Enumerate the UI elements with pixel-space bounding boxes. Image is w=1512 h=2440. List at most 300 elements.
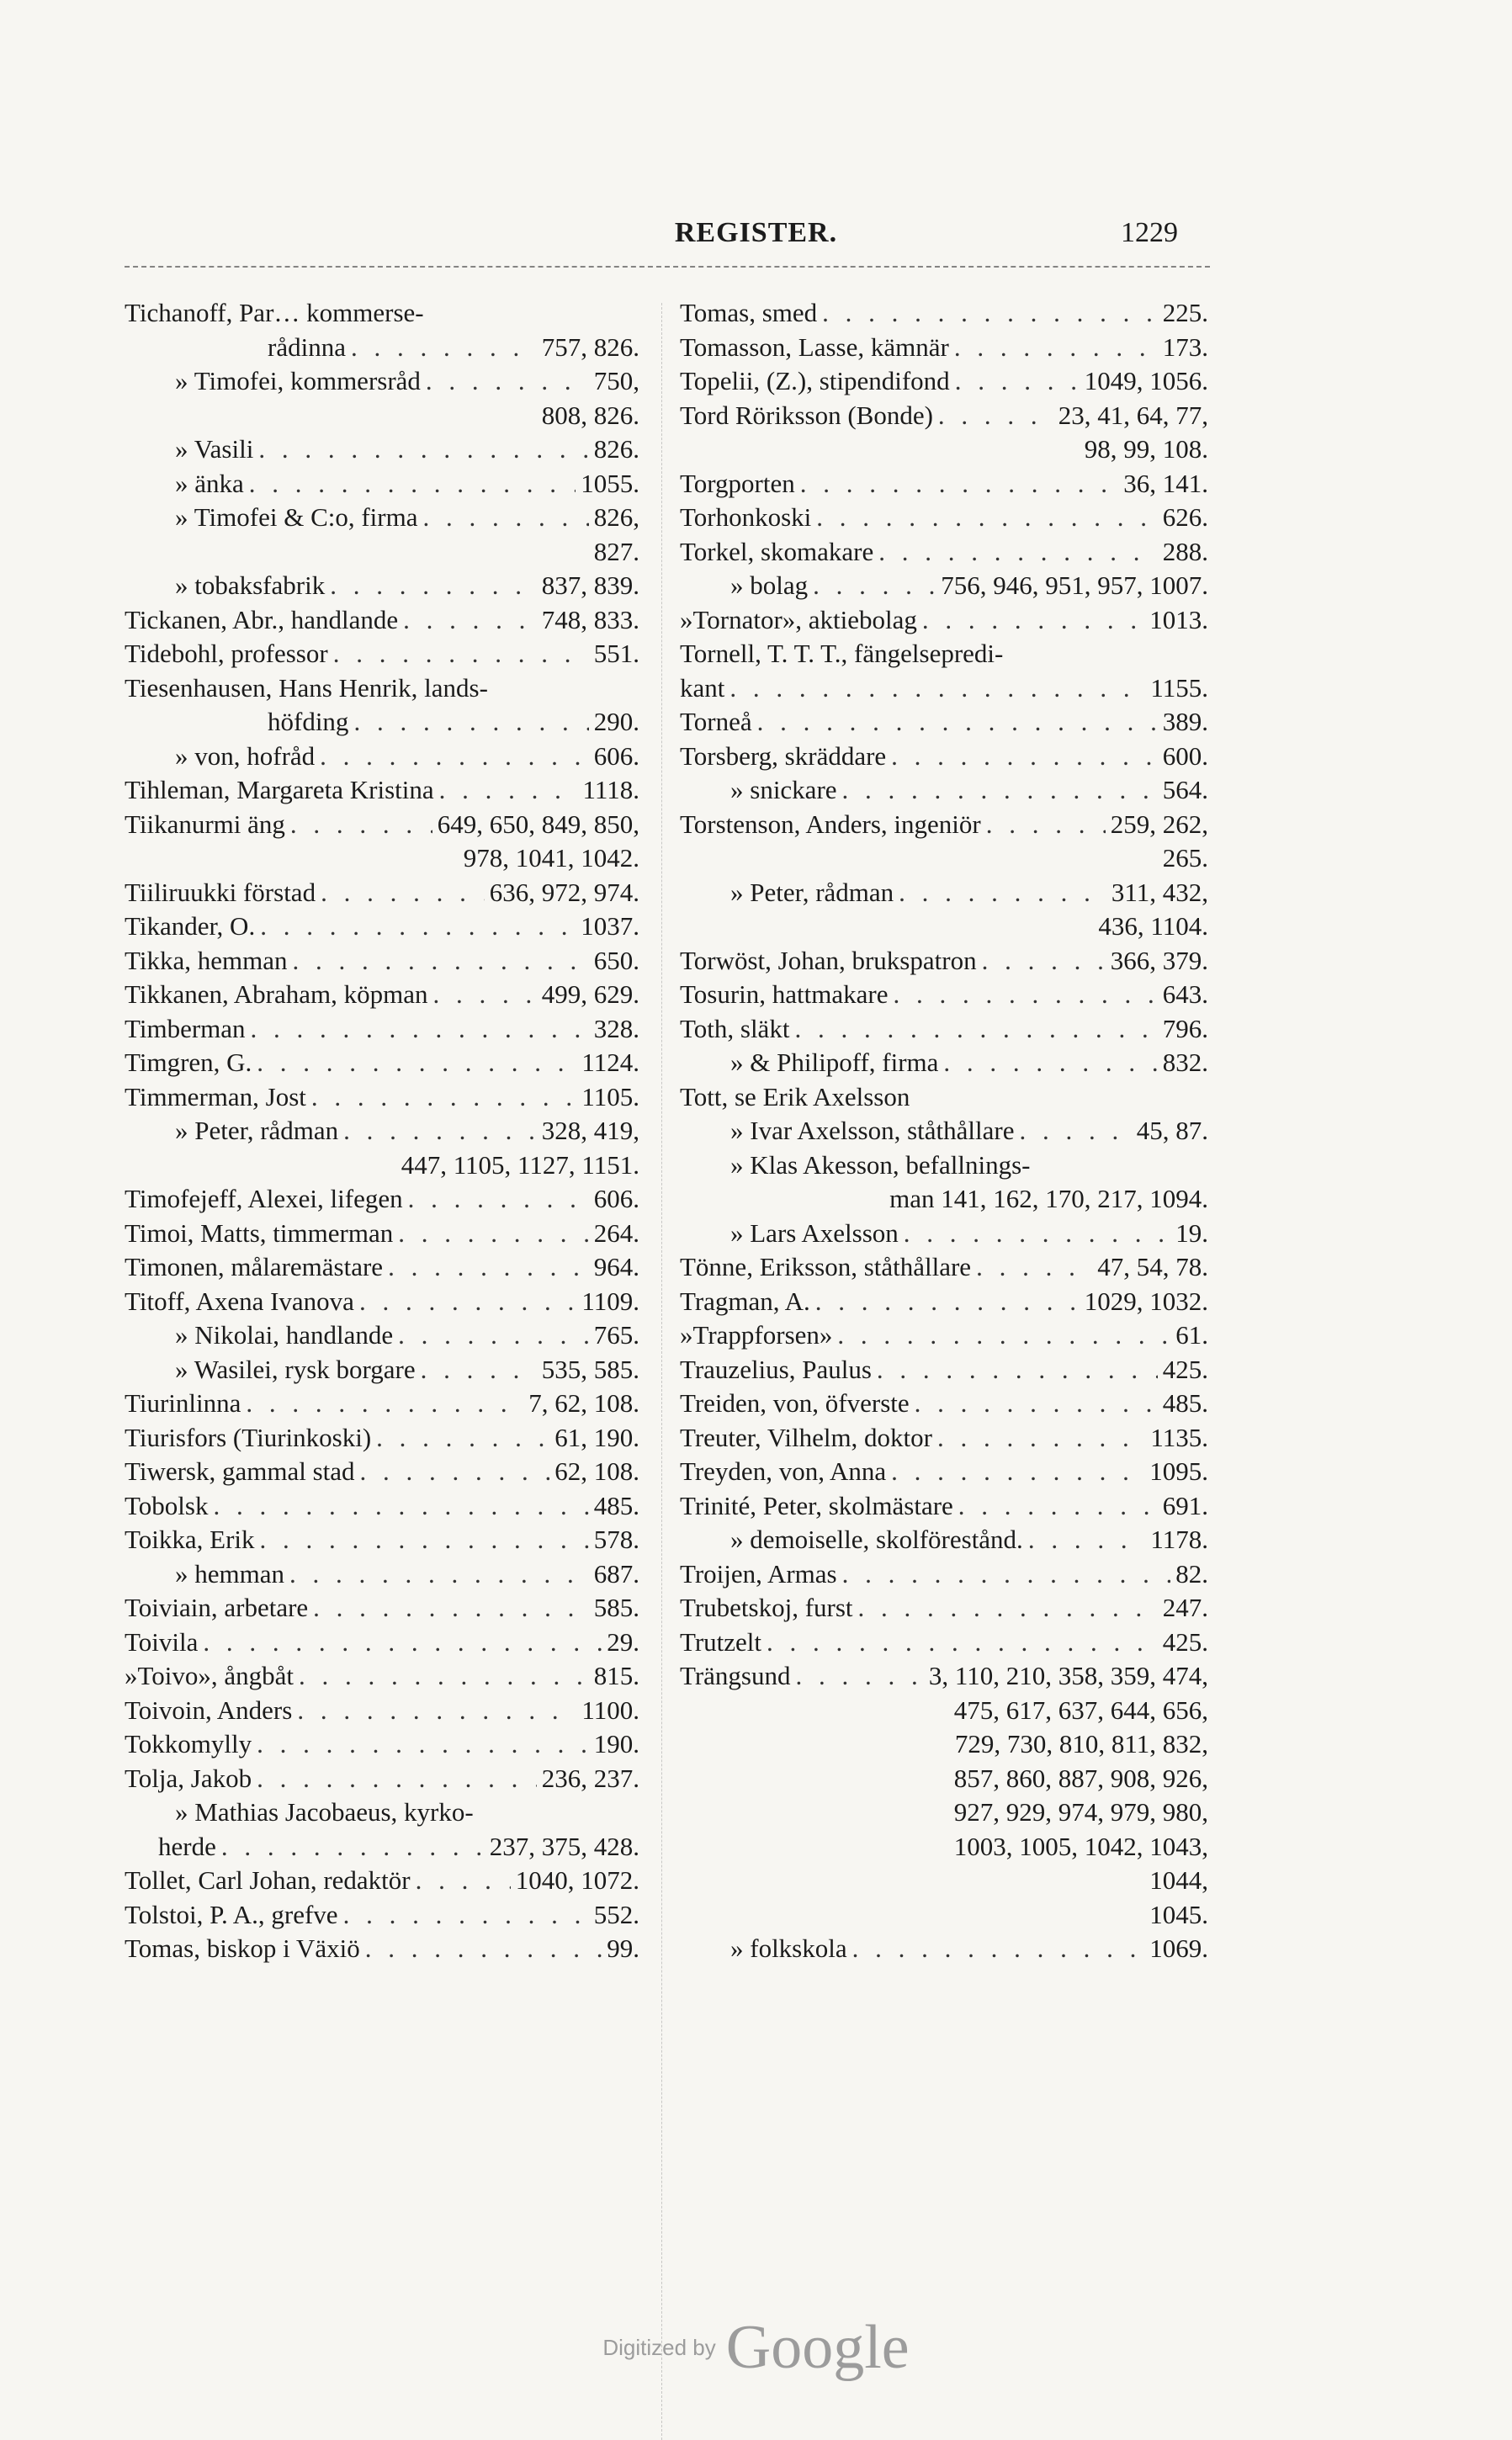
entry-pages: 1155.	[1150, 672, 1208, 703]
entry-label: Tiiliruukki förstad	[125, 877, 316, 907]
dot-leader	[986, 808, 1106, 842]
left-column	[125, 296, 639, 1966]
entry-pages: 691.	[1162, 1490, 1208, 1520]
entry-pages: 247.	[1162, 1593, 1208, 1622]
entry-label: Tiurisfors (Tiurinkoski)	[125, 1422, 372, 1452]
entry-pages: 552.	[593, 1899, 639, 1929]
page-title: REGISTER.	[674, 217, 838, 248]
entry-pages: 1029, 1032.	[1084, 1286, 1208, 1316]
entry-label: » Timofei & C:o, firma	[175, 502, 418, 532]
dot-leader	[360, 1455, 550, 1489]
dot-leader	[313, 1591, 589, 1626]
dot-leader	[365, 1932, 602, 1966]
index-entry	[125, 1285, 639, 1319]
entry-pages: 29.	[607, 1626, 639, 1657]
dot-leader	[292, 944, 588, 979]
entry-pages: 808, 826.	[541, 400, 639, 430]
dot-leader	[842, 1557, 1171, 1592]
dot-leader	[1028, 1523, 1146, 1557]
dot-leader	[359, 1285, 576, 1319]
entry-pages: 3, 110, 210, 358, 359, 474,	[928, 1661, 1208, 1690]
dot-leader	[439, 773, 578, 808]
index-entry	[680, 705, 1208, 740]
index-entry	[125, 1387, 639, 1421]
index-entry	[125, 1659, 639, 1694]
entry-label: »Toivo», ångbåt	[125, 1661, 294, 1690]
entry-label: » & Philipoff, firma	[730, 1048, 939, 1077]
index-entry	[125, 1932, 639, 1966]
entry-label: Topelii, (Z.), stipendifond	[680, 366, 950, 395]
dot-leader	[943, 1046, 1157, 1080]
entry-pages: 826,	[593, 502, 639, 532]
entry-pages: 964.	[593, 1252, 639, 1281]
entry-pages: 600.	[1162, 740, 1208, 771]
index-entry	[125, 1455, 639, 1489]
dot-leader	[813, 569, 936, 603]
index-entry	[125, 364, 639, 399]
index-entry	[680, 501, 1208, 535]
entry-pages: 1049, 1056.	[1084, 366, 1208, 395]
dot-leader	[858, 1591, 1158, 1626]
dot-leader	[388, 1250, 589, 1285]
entry-pages: 288.	[1162, 536, 1208, 566]
dot-leader	[904, 1217, 1170, 1251]
entry-label: Trängsund	[680, 1661, 791, 1690]
entry-label: Treuter, Vilhelm, doktor	[680, 1422, 932, 1452]
entry-label: Trinité, Peter, skolmästare	[680, 1490, 953, 1520]
index-entry	[125, 1421, 639, 1456]
index-entry	[125, 876, 639, 910]
index-entry	[680, 1148, 1208, 1183]
index-entry	[680, 1012, 1208, 1047]
entry-pages: 837, 839.	[541, 570, 639, 600]
entry-label: Tornell, T. T. T., fängelsepredi-	[680, 639, 1004, 668]
entry-pages: 485.	[593, 1490, 639, 1520]
index-entry	[680, 1864, 1208, 1898]
index-entry	[680, 603, 1208, 638]
entry-label: Torhonkoski	[680, 502, 812, 532]
entry-pages: 425.	[1162, 1626, 1208, 1657]
entry-pages: 328.	[593, 1013, 639, 1043]
dot-leader	[922, 603, 1144, 638]
entry-pages: 225.	[1162, 298, 1208, 327]
entry-pages: 1037.	[581, 911, 639, 941]
index-entry	[680, 1182, 1208, 1217]
index-entry	[680, 1353, 1208, 1387]
index-entry	[125, 1182, 639, 1217]
entry-label: Timonen, målaremästare	[125, 1252, 384, 1281]
dot-leader	[290, 808, 432, 842]
entry-pages: 311, 432,	[1111, 877, 1208, 907]
entry-pages: 643.	[1162, 979, 1208, 1009]
dot-leader	[299, 1659, 589, 1694]
entry-pages: 447, 1105, 1127, 1151.	[401, 1149, 639, 1180]
index-entry	[125, 671, 639, 706]
entry-pages: 927, 929, 974, 979, 980,	[953, 1797, 1208, 1827]
entry-label: » Lars Axelsson	[730, 1217, 899, 1248]
entry-pages: 1003, 1005, 1042, 1043,	[953, 1831, 1208, 1861]
index-entry	[125, 1318, 639, 1353]
entry-pages: 190.	[593, 1729, 639, 1758]
entry-label: » Timofei, kommersråd	[175, 366, 421, 395]
entry-pages: 82.	[1175, 1558, 1208, 1589]
dot-leader	[852, 1932, 1145, 1966]
entry-pages: 425.	[1162, 1354, 1208, 1384]
index-entry	[125, 603, 639, 638]
index-entry	[125, 1250, 639, 1285]
entry-pages: 475, 617, 637, 644, 656,	[953, 1695, 1208, 1725]
entry-pages: man 141, 162, 170, 217, 1094.	[889, 1184, 1208, 1213]
dot-leader	[320, 740, 589, 774]
entry-pages: 585.	[593, 1593, 639, 1622]
entry-label: » Wasilei, rysk borgare	[175, 1354, 416, 1384]
index-entry	[125, 501, 639, 535]
entry-pages: 366, 379.	[1110, 945, 1208, 975]
entry-label: Torkel, skomakare	[680, 536, 874, 566]
entry-label: Toiviain, arbetare	[125, 1593, 309, 1622]
entry-pages: 19.	[1175, 1217, 1208, 1248]
index-entry	[125, 841, 639, 876]
dot-leader	[842, 773, 1158, 808]
index-entry	[125, 1012, 639, 1047]
entry-label: herde	[158, 1831, 216, 1861]
entry-label: » von, hofråd	[175, 740, 316, 771]
index-entry	[680, 1250, 1208, 1285]
index-entry	[680, 1318, 1208, 1353]
entry-label: Tiikanurmi äng	[125, 809, 285, 839]
index-entry	[125, 569, 639, 603]
index-entry	[680, 978, 1208, 1012]
index-entry	[680, 773, 1208, 808]
dot-leader	[403, 603, 537, 638]
entry-label: Tidebohl, professor	[125, 639, 328, 668]
index-entry	[680, 1659, 1208, 1694]
dot-leader	[899, 876, 1106, 910]
entry-pages: 1135.	[1150, 1422, 1208, 1452]
index-entry	[680, 1762, 1208, 1796]
header-rule	[125, 266, 1210, 268]
index-entry	[680, 1114, 1208, 1148]
dot-leader	[822, 296, 1158, 331]
index-entry	[680, 1285, 1208, 1319]
dot-leader	[891, 740, 1158, 774]
index-entry	[680, 1626, 1208, 1660]
entry-pages: 535, 585.	[541, 1354, 639, 1384]
entry-pages: 499, 629.	[541, 979, 639, 1009]
dot-leader	[213, 1489, 588, 1524]
index-entry	[125, 1523, 639, 1557]
entry-pages: 1109.	[581, 1286, 639, 1316]
entry-pages: 748, 833.	[541, 604, 639, 634]
entry-pages: 61.	[1175, 1320, 1208, 1350]
entry-label: »Trappforsen»	[680, 1320, 833, 1350]
entry-pages: 1105.	[581, 1081, 639, 1111]
index-entry	[125, 944, 639, 979]
dot-leader	[376, 1421, 549, 1456]
index-entry	[680, 1489, 1208, 1524]
entry-label: Tragman, A.	[680, 1286, 810, 1316]
entry-pages: 687.	[593, 1558, 639, 1589]
dot-leader	[794, 1012, 1157, 1047]
entry-label: Tichanoff, Par… kommerse-	[125, 298, 424, 327]
entry-pages: 757, 826.	[541, 332, 639, 362]
entry-label: Tickanen, Abr., handlande	[125, 604, 399, 634]
entry-pages: 7, 62, 108.	[528, 1388, 639, 1418]
entry-label: Timmerman, Jost	[125, 1081, 306, 1111]
index-entry	[125, 1489, 639, 1524]
index-entry	[125, 1727, 639, 1762]
entry-pages: 1100.	[581, 1695, 639, 1725]
index-entry	[680, 535, 1208, 570]
entry-label: Tihleman, Margareta Kristina	[125, 775, 434, 804]
index-entry	[125, 399, 639, 433]
index-entry	[680, 399, 1208, 433]
dot-leader	[311, 1080, 577, 1115]
entry-pages: 1055.	[581, 468, 639, 498]
entry-label: Tomas, smed	[680, 298, 818, 327]
dot-leader	[398, 1318, 589, 1353]
index-entry	[680, 1387, 1208, 1421]
dot-leader	[421, 1353, 537, 1387]
entry-pages: 729, 730, 810, 811, 832,	[954, 1729, 1208, 1758]
dot-leader	[426, 364, 589, 399]
dot-leader	[343, 1898, 589, 1933]
index-entry	[125, 1080, 639, 1115]
dot-leader	[260, 1523, 589, 1557]
index-entry	[680, 1523, 1208, 1557]
entry-label: Troijen, Armas	[680, 1558, 837, 1589]
dot-leader	[330, 569, 537, 603]
dot-leader	[333, 637, 589, 671]
index-entry	[125, 773, 639, 808]
entry-pages: 264.	[593, 1217, 639, 1248]
index-entry	[125, 1557, 639, 1592]
entry-label: » hemman	[175, 1558, 284, 1589]
entry-label: Timberman	[125, 1013, 246, 1043]
digitized-by-watermark	[0, 2312, 1512, 2384]
page-number: 1229	[1121, 217, 1178, 248]
entry-pages: 47, 54, 78.	[1097, 1252, 1208, 1281]
entry-label: Toth, släkt	[680, 1013, 790, 1043]
index-entry	[680, 841, 1208, 876]
dot-leader	[432, 978, 536, 1012]
dot-leader	[937, 1421, 1145, 1456]
entry-label: Treyden, von, Anna	[680, 1456, 887, 1486]
entry-pages: 978, 1041, 1042.	[463, 843, 639, 873]
dot-leader	[423, 501, 589, 535]
dot-leader	[408, 1182, 589, 1217]
dot-leader	[877, 1353, 1158, 1387]
entry-pages: 1069.	[1149, 1933, 1208, 1963]
entry-label: Tiwersk, gammal stad	[125, 1456, 355, 1486]
entry-label: » bolag	[730, 570, 809, 600]
dot-leader	[321, 876, 485, 910]
entry-pages: 650.	[593, 945, 639, 975]
entry-pages: 485.	[1162, 1388, 1208, 1418]
entry-label: Tosurin, hattmakare	[680, 979, 889, 1009]
entry-pages: 756, 946, 951, 957, 1007.	[941, 570, 1208, 600]
entry-label: Toivila	[125, 1626, 199, 1657]
index-entry	[125, 1694, 639, 1728]
index-entry	[680, 1080, 1208, 1115]
dot-leader	[891, 1455, 1144, 1489]
entry-label: Toikka, Erik	[125, 1525, 255, 1554]
dot-leader	[958, 1489, 1158, 1524]
entry-label: » Peter, rådman	[175, 1116, 339, 1145]
entry-pages: 857, 860, 887, 908, 926,	[953, 1763, 1208, 1793]
entry-label: Torwöst, Johan, brukspatron	[680, 945, 977, 975]
index-entry	[125, 978, 639, 1012]
dot-leader	[800, 467, 1119, 501]
entry-pages: 750,	[593, 366, 639, 395]
entry-pages: 290.	[593, 707, 639, 736]
entry-label: » Nikolai, handlande	[175, 1320, 394, 1350]
dot-leader	[837, 1318, 1170, 1353]
watermark-prefix: Digitized by	[602, 2335, 716, 2360]
entry-pages: 236, 237.	[541, 1763, 639, 1793]
index-entry	[125, 1114, 639, 1148]
entry-label: » snickare	[730, 775, 837, 804]
entry-pages: 796.	[1162, 1013, 1208, 1043]
entry-pages: 826.	[593, 434, 639, 464]
entry-label: Tomas, biskop i Växiö	[125, 1933, 360, 1963]
entry-pages: 1044,	[1149, 1865, 1208, 1895]
entry-label: Tikka, hemman	[125, 945, 288, 975]
entry-label: » Peter, rådman	[730, 877, 894, 907]
dot-leader	[258, 432, 588, 467]
entry-label: Torgporten	[680, 468, 795, 498]
index-entry	[125, 637, 639, 671]
dot-leader	[221, 1830, 485, 1864]
entry-pages: 62, 108.	[554, 1456, 639, 1486]
dot-leader	[297, 1694, 576, 1728]
index-entry	[125, 1148, 639, 1183]
index-entry	[680, 1557, 1208, 1592]
entry-pages: 1095.	[1149, 1456, 1208, 1486]
index-entry	[125, 432, 639, 467]
dot-leader	[203, 1626, 602, 1660]
dot-leader	[816, 501, 1157, 535]
entry-pages: 815.	[593, 1661, 639, 1690]
dot-leader	[398, 1217, 589, 1251]
entry-label: Tiesenhausen, Hans Henrik, lands-	[125, 672, 488, 703]
entry-label: Tord Röriksson (Bonde)	[680, 400, 933, 430]
index-entry	[125, 740, 639, 774]
index-entry	[125, 910, 639, 944]
entry-label: Tott, se Erik Axelsson	[680, 1081, 910, 1111]
entry-label: Tolja, Jakob	[125, 1763, 252, 1793]
entry-pages: 564.	[1162, 775, 1208, 804]
index-entry	[680, 740, 1208, 774]
dot-leader	[757, 705, 1158, 740]
entry-pages: 436, 1104.	[1098, 911, 1208, 941]
entry-label: Titoff, Axena Ivanova	[125, 1286, 354, 1316]
entry-pages: 23, 41, 64, 77,	[1058, 400, 1208, 430]
index-entry	[680, 331, 1208, 365]
entry-pages: 765.	[593, 1320, 639, 1350]
entry-label: höfding	[268, 707, 349, 736]
index-entry	[680, 432, 1208, 467]
dot-leader	[260, 910, 576, 944]
entry-label: Trutzelt	[680, 1626, 762, 1657]
entry-label: Tikkanen, Abraham, köpman	[125, 979, 428, 1009]
index-entry	[125, 1626, 639, 1660]
entry-label: rådinna	[268, 332, 346, 362]
entry-pages: 98, 99, 108.	[1084, 434, 1208, 464]
index-entry	[680, 1046, 1208, 1080]
index-entry	[125, 808, 639, 842]
entry-label: Trauzelius, Paulus	[680, 1354, 872, 1384]
entry-pages: 1040, 1072.	[515, 1865, 639, 1895]
entry-label: » Ivar Axelsson, ståthållare	[730, 1116, 1015, 1145]
entry-label: Toivoin, Anders	[125, 1695, 293, 1725]
dot-leader	[257, 1046, 576, 1080]
entry-label: »Tornator», aktiebolag	[680, 604, 917, 634]
dot-leader	[893, 978, 1157, 1012]
index-entry	[125, 1898, 639, 1933]
dot-leader	[416, 1864, 511, 1898]
index-entry	[680, 364, 1208, 399]
index-entry	[680, 808, 1208, 842]
entry-pages: 1124.	[581, 1048, 639, 1077]
index-entry	[680, 1421, 1208, 1456]
dot-leader	[938, 399, 1053, 433]
entry-label: Torsberg, skräddare	[680, 740, 887, 771]
dot-leader	[815, 1285, 1080, 1319]
entry-pages: 389.	[1162, 707, 1208, 736]
index-entry	[680, 671, 1208, 706]
entry-pages: 551.	[593, 639, 639, 668]
dot-leader	[257, 1727, 589, 1762]
entry-pages: 827.	[593, 536, 639, 566]
entry-pages: 1045.	[1149, 1899, 1208, 1929]
index-entry	[125, 1864, 639, 1898]
entry-pages: 173.	[1162, 332, 1208, 362]
column-divider	[661, 303, 662, 2440]
entry-label: » änka	[175, 468, 244, 498]
dot-leader	[767, 1626, 1158, 1660]
dot-leader	[796, 1659, 924, 1694]
entry-label: kant	[680, 672, 725, 703]
dot-leader	[257, 1762, 537, 1796]
index-entry	[125, 467, 639, 501]
entry-pages: 1178.	[1150, 1525, 1208, 1554]
index-entry	[680, 1727, 1208, 1762]
index-entry	[125, 1591, 639, 1626]
entry-label: Treiden, von, öfverste	[680, 1388, 910, 1418]
index-entry	[680, 944, 1208, 979]
entry-pages: 61, 190.	[554, 1422, 639, 1452]
entry-label: Timgren, G.	[125, 1048, 252, 1077]
entry-label: Tikander, O.	[125, 911, 256, 941]
index-entry	[680, 1932, 1208, 1966]
entry-label: Trubetskoj, furst	[680, 1593, 853, 1622]
entry-pages: 649, 650, 849, 850,	[437, 809, 639, 839]
entry-label: » tobaksfabrik	[175, 570, 326, 600]
index-entry	[680, 1591, 1208, 1626]
entry-pages: 36, 141.	[1123, 468, 1208, 498]
index-entry	[125, 1762, 639, 1796]
entry-pages: 259, 262,	[1110, 809, 1208, 839]
dot-leader	[982, 944, 1106, 979]
index-entry	[680, 296, 1208, 331]
index-entry	[125, 1353, 639, 1387]
dot-leader	[976, 1250, 1092, 1285]
index-entry	[680, 1796, 1208, 1830]
entry-pages: 99.	[607, 1933, 639, 1963]
entry-pages: 45, 87.	[1136, 1116, 1208, 1145]
entry-label: Tollet, Carl Johan, redaktör	[125, 1865, 411, 1895]
